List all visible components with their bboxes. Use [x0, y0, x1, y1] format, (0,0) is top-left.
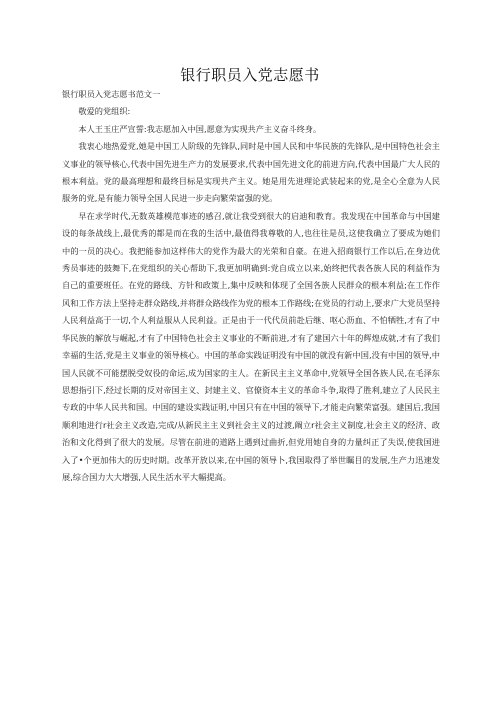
subtitle-line: 银行职员入党志愿书范文一 — [62, 89, 161, 99]
salutation: 敬爱的党组织: — [78, 106, 131, 117]
body-paragraph: 我衷心地热爱党,她是中国工人阶级的先锋队,同时是中国人民和中华民族的先锋队,是中国特色社会主义事业的领导核心,代表中国先进生产力的发展要求,代表中国先进文化的前进方向,代表中国最广大人民的根本利益。党的最高理想和最终目标是实现共产主义。她是用先进理论武装起来的党,是全心全意为人民服务的党,是有能力领导全国人民进一步走向繁荣富强的党。 — [62, 141, 440, 204]
document-title: 银行职员入党志愿书 — [180, 66, 320, 84]
body-paragraph: 早在求学时代,无数英雄模范事迹的感召,就让我受到很大的启迪和教育。我发现在中国革命与中国建设的每条战线上,最优秀的都是而在我的生活中,最值得我尊敬的人,也往往是员,这使我确立了要成为她们中的一员的决心。我把能参加这样伟大的党作为最大的光荣和自豪。在进入招商银行工作以后,在身边优秀员事迹的鼓舞下,在党组织的关心帮助下,我更加明确到:党自成立以来,始终把代表各族人民的利益作为自己的重要班任。在党的路线、方针和政策上,集中反映和体现了全国各族人民群众的根本利益;在工作作风和工作方法上坚持走群众路线,并将群众路线作为党的根本工作路线;在党员的行动上,要求广大党员坚持人民利益高于一切,个人利益服从人民利益。正是由于一代代员前赴后继、呕心沥血、不怕牺牲,才有了中华民族的解放与崛起,才有了中国特色社会主义事业的不断前进,才有了建国六十年的辉煌成就,才有了我们幸福的生活,党是主义事业的领导核心。中国的革命实践证明没有中国的就没有新中国,没有中国的领导,中国人民就不可能摆脱受奴役的命运,成为国家的主人。在新民主主义革命中,党领导全国各族人民,在毛泽东思想指引下,经过长期的反对帝国主义、封建主义、官僚资本主义的革命斗争,取得了胜利,建立了人民民主专政的中华人民共和国。中国的建设实践证明,中国只有在中国的领导下,才能走向繁荣富强。建国后,我国顺利地进行r社会主义改造,完成/从新民主主义到社会主义的过渡,阚立r社会主义制度,社会主义的经济、政治和文化得到了很大的发展。尽管在前进的道路上遇到过曲折,但党用她自身的力量纠正了失误,使我国进入了•个更加伟大的历史时期。改革开放以来,在中国的领导卜,我国取得了举世瞩目的发展,生产力迅速发展,综合国力大大增强,人民生活水平大幅提高。 — [62, 210, 440, 482]
oath-paragraph: 本人王玉庄严宣誓:我志愿加入中国,愿意为实现共产主义奋斗终身。 — [78, 123, 322, 134]
document-body — [62, 86, 440, 486]
